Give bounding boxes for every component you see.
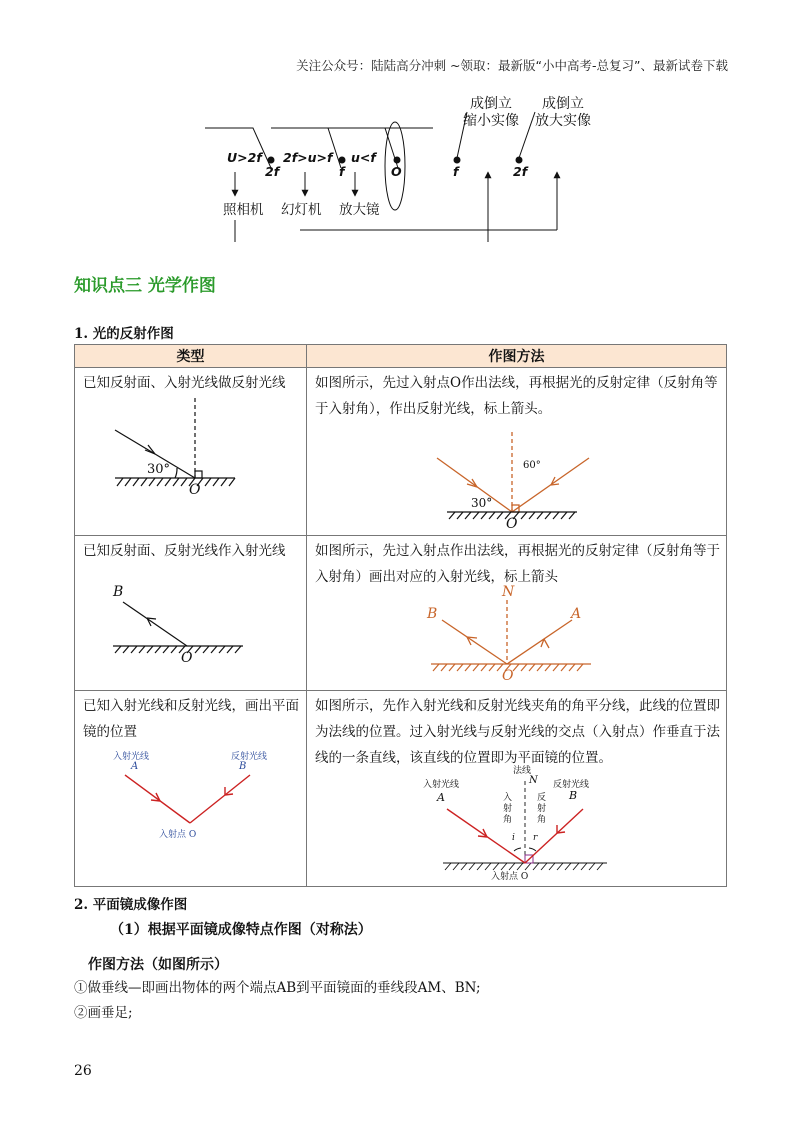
reflected-ray-label: 反射光线: [553, 780, 590, 790]
angle-60-label: 60°: [523, 460, 541, 471]
image-label-diminished: 成倒立 缩小实像: [463, 96, 519, 129]
label-a: A: [571, 606, 582, 622]
point-o-label: O: [502, 668, 514, 684]
table-row: [75, 691, 727, 887]
type-cell: [75, 536, 307, 691]
method-text: 如图所示，先作入射光线和反射光线夹角的角平分线，此线的位置即为法线的位置。过入射光线与反射光线的交点（入射点）作垂直于法线的一条直线，该直线的位置即为平面镜的位置。: [315, 698, 720, 766]
angle-30-label: 30°: [147, 462, 171, 477]
method-cell: [307, 691, 727, 887]
type-cell: [75, 368, 307, 536]
point-f-left: f: [339, 164, 345, 179]
reflection-methods-table: [74, 344, 727, 887]
incident-point-label: 入射点 O: [491, 872, 529, 882]
step-2: ②画垂足;: [74, 1005, 133, 1021]
normal-label: 法线: [513, 766, 532, 776]
incident-point-label: 入射点 O: [159, 830, 197, 840]
point-o: O: [391, 164, 402, 179]
image-label-magnified: 成倒立 放大实像: [535, 96, 591, 129]
reflect-angle-label: 反射角: [537, 793, 547, 825]
fig-incident-drawn: [307, 584, 726, 690]
condition-u-gt-2f: U>2f: [227, 150, 262, 165]
incident-ray-label: 入射光线: [423, 780, 460, 790]
incident-angle-label: 入射角: [503, 793, 513, 825]
fig-mirror-drawn: [307, 766, 726, 883]
point-o-label: O: [189, 482, 201, 498]
reflected-ray-label: 反射光线: [231, 752, 268, 762]
type-text: 已知入射光线和反射光线，画出平面镜的位置: [83, 698, 299, 740]
label-b: B: [569, 789, 578, 802]
method-text: 如图所示，先过入射点作出法线，再根据光的反射定律（反射角等于入射角）画出对应的入射光线，标上箭头: [315, 543, 720, 585]
point-2f-left: 2f: [265, 164, 280, 179]
table-row: [75, 368, 727, 536]
step-1: ①做垂线—即画出物体的两个端点AB到平面镜面的垂线段AM、BN;: [74, 980, 481, 996]
header-method: 作图方法: [307, 345, 727, 368]
section-title: 知识点三 光学作图: [74, 276, 216, 296]
subtitle-plane-mirror: 2. 平面镜成像作图: [74, 897, 188, 913]
use-magnifier: 放大镜: [339, 202, 380, 218]
angle-i-label: i: [512, 833, 515, 843]
label-n: N: [502, 584, 515, 600]
label-b: B: [239, 761, 247, 772]
condition-u-lt-f: u<f: [351, 150, 376, 165]
fig-given-both-rays: [75, 745, 306, 855]
condition-2f-gt-u-gt-f: 2f>u>f: [283, 150, 333, 165]
point-o-label: O: [181, 650, 193, 666]
lens-imaging-figure: [205, 96, 605, 246]
use-projector: 幻灯机: [281, 202, 322, 218]
table-header-row: [75, 345, 727, 368]
use-camera: 照相机: [223, 202, 264, 218]
table-row: [75, 536, 727, 691]
method-text: 如图所示，先过入射点O作出法线，再根据光的反射定律（反射角等于入射角），作出反射光线，标上箭头。: [315, 375, 718, 417]
label-n: N: [529, 775, 538, 786]
page-number: 26: [74, 1063, 92, 1079]
subtitle-reflection: 1. 光的反射作图: [74, 326, 174, 342]
incident-ray-label: 入射光线: [113, 752, 150, 762]
method-cell: [307, 536, 727, 691]
point-o-label: O: [506, 516, 518, 532]
fig-given-reflected: [75, 564, 306, 664]
type-text: 已知反射面、反射光线作入射光线: [83, 543, 286, 559]
method-cell: [307, 368, 727, 536]
fig-reflection-drawn: [307, 422, 726, 532]
header-note: 关注公众号：陆陆高分冲刺 ~领取：最新版“小中高考-总复习”、最新试卷下载: [296, 58, 728, 73]
angle-r-label: r: [533, 833, 538, 843]
fig-given-incident: [75, 396, 306, 506]
label-b: B: [113, 584, 124, 600]
point-f-right: f: [453, 164, 459, 179]
point-2f-right: 2f: [513, 164, 528, 179]
label-a: A: [131, 761, 139, 772]
header-type: 类型: [75, 345, 307, 368]
label-b: B: [427, 606, 438, 622]
angle-30-label: 30°: [471, 496, 493, 510]
method-heading: 作图方法（如图所示）: [88, 957, 228, 973]
subtitle-symmetry-method: （1）根据平面镜成像特点作图（对称法）: [110, 922, 372, 938]
type-text: 已知反射面、入射光线做反射光线: [83, 375, 286, 391]
label-a: A: [437, 791, 445, 804]
type-cell: [75, 691, 307, 887]
